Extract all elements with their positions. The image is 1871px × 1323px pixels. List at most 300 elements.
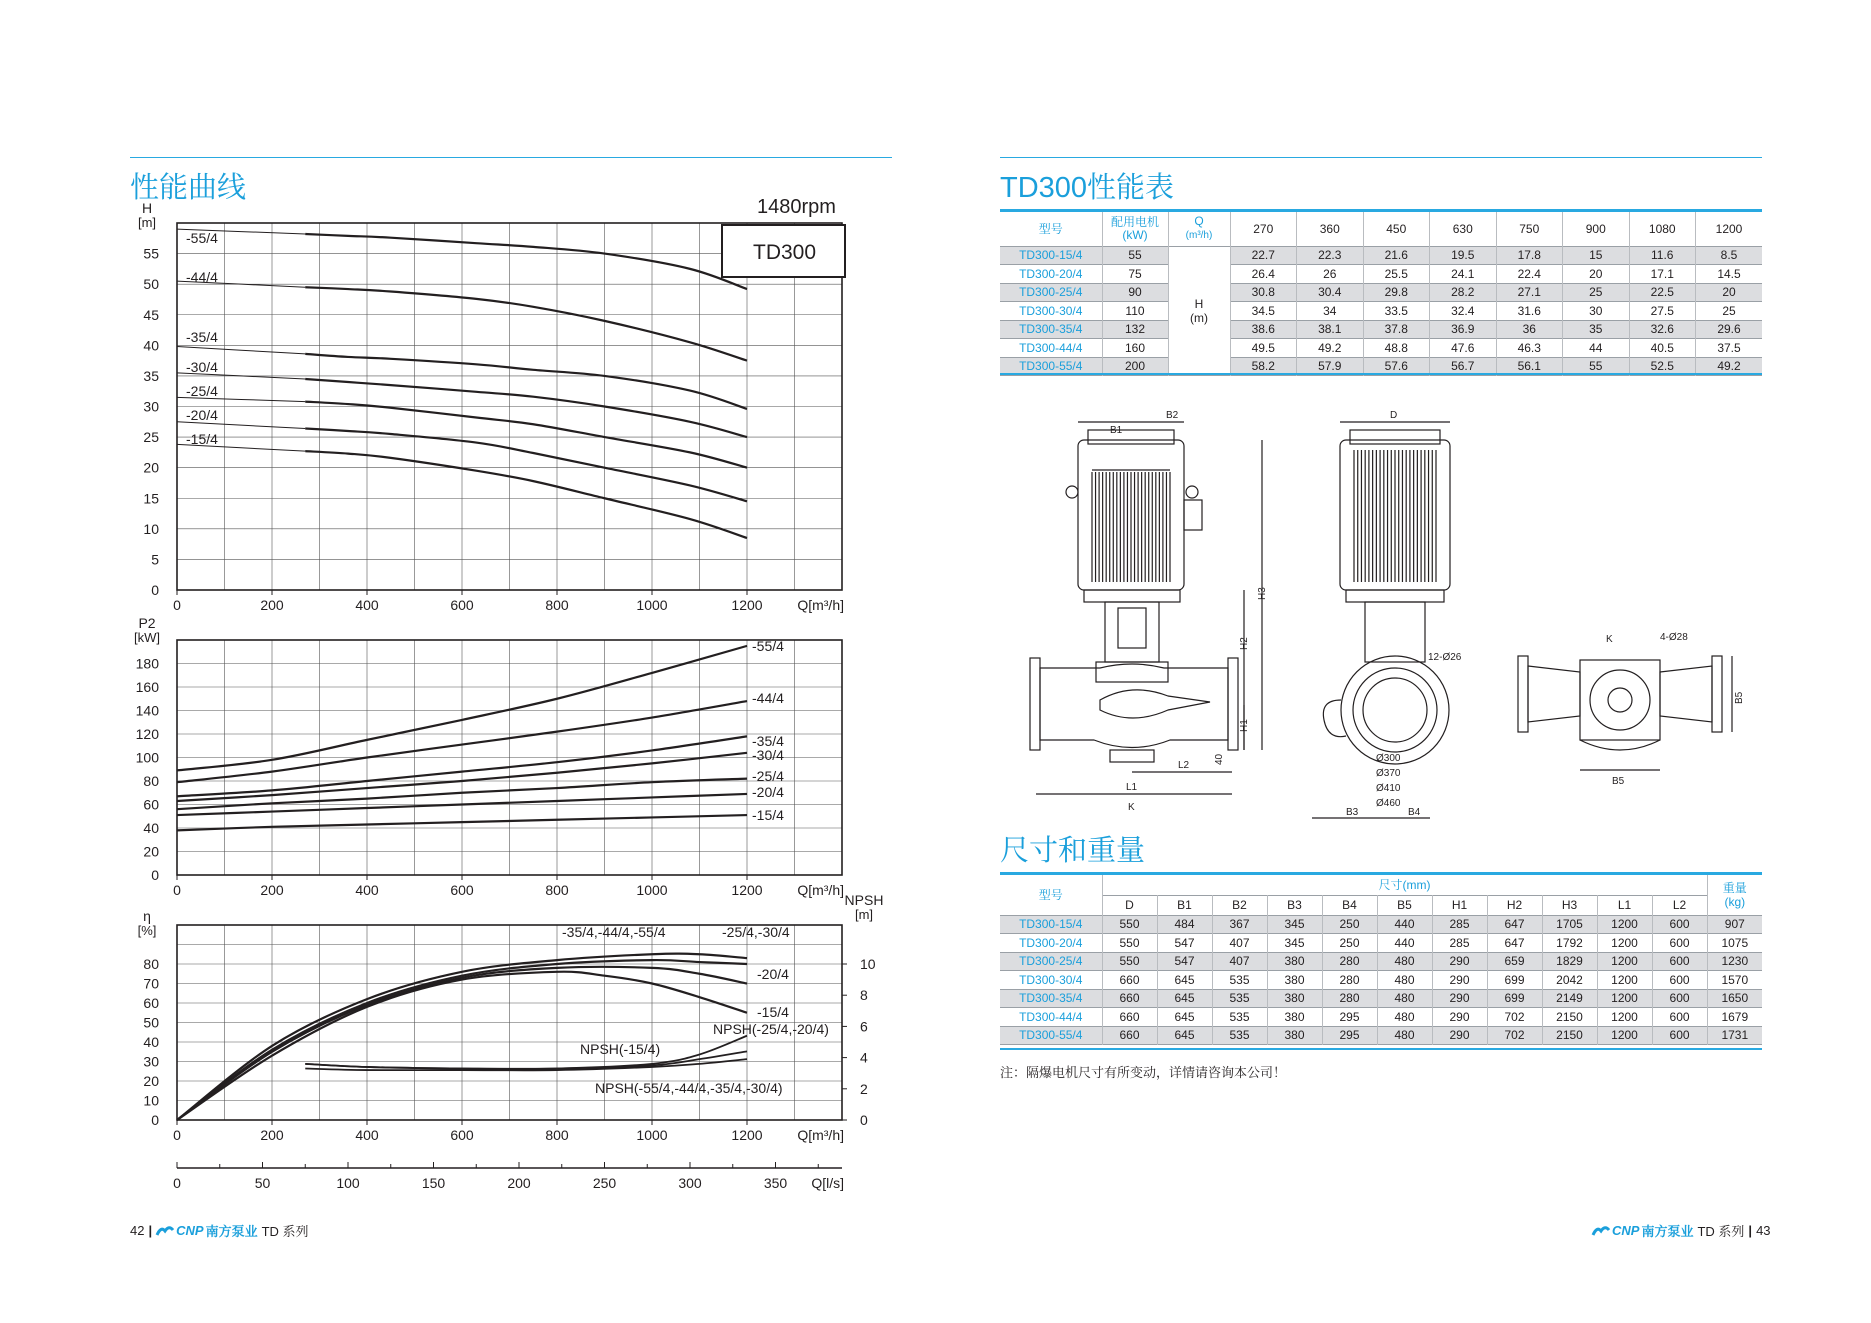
head-cell: 30 (1563, 302, 1630, 321)
model-cell: TD300-55/4 (1000, 1026, 1102, 1045)
col-flow: 750 (1496, 212, 1563, 246)
performance-charts (0, 0, 900, 1191)
cnp-logo-icon (156, 1224, 174, 1238)
dim-cell: 290 (1432, 971, 1487, 990)
dim-cell: 699 (1487, 971, 1542, 990)
head-cell: 38.6 (1230, 320, 1297, 339)
dim-cell: 285 (1432, 915, 1487, 934)
dim-cell: 480 (1377, 1026, 1432, 1045)
label-b2: B2 (1166, 410, 1179, 421)
model-cell: TD300-15/4 (1000, 246, 1102, 265)
inlet-bore (1363, 678, 1427, 742)
right-header-rule (1000, 157, 1762, 158)
dims-col: B3 (1267, 895, 1322, 915)
x2-axis-label: Q[l/s] (811, 1175, 844, 1191)
y-right-tick-label: 4 (860, 1049, 868, 1066)
dim-cell: 295 (1322, 1008, 1377, 1027)
y-tick-label: 40 (143, 1034, 159, 1050)
x2-tick-label: 200 (507, 1175, 531, 1191)
series-line (305, 402, 747, 468)
head-cell: 11.6 (1629, 246, 1696, 265)
dims-row (1000, 952, 1762, 971)
dim-cell: 645 (1157, 1026, 1212, 1045)
head-cell: 55 (1563, 357, 1630, 376)
x-tick-label: 0 (173, 597, 181, 613)
y-axis-label: P2 (138, 615, 156, 631)
head-cell: 49.2 (1696, 357, 1763, 376)
series-label: -30/4 (752, 747, 784, 763)
head-cell: 27.1 (1496, 283, 1563, 302)
col-motor (1102, 212, 1168, 246)
dim-cell: 407 (1212, 952, 1267, 971)
x-tick-label: 400 (355, 597, 379, 613)
x-tick-label: 400 (355, 1127, 379, 1143)
plan-flange-circle (1590, 670, 1650, 730)
pump-cover (1096, 662, 1168, 682)
plan-inlet-flange (1518, 656, 1528, 732)
head-cell: 27.5 (1629, 302, 1696, 321)
x-tick-label: 800 (545, 882, 569, 898)
dim-cell: 600 (1652, 971, 1707, 990)
dim-cell: 600 (1652, 989, 1707, 1008)
dim-cell: 290 (1432, 1026, 1487, 1045)
terminal-box (1184, 500, 1202, 530)
head-cell: 31.6 (1496, 302, 1563, 321)
y-tick-label: 50 (143, 1014, 159, 1031)
dims-row (1000, 1008, 1762, 1027)
y-tick-label: 20 (143, 1073, 159, 1089)
x-tick-label: 1200 (731, 882, 763, 898)
model-cell: TD300-25/4 (1000, 952, 1102, 971)
front-view-drawing (1312, 410, 1462, 818)
series-label: -35/4,-44/4,-55/4 (562, 924, 666, 940)
head-cell: 33.5 (1363, 302, 1430, 321)
series-label: -15/4 (752, 807, 784, 823)
dim-cell: 702 (1487, 1008, 1542, 1027)
dims-table-bottom-rule (1000, 1048, 1762, 1050)
dims-row (1000, 915, 1762, 934)
perf-row (1000, 283, 1762, 302)
series-line (305, 429, 747, 502)
y-tick-label: 20 (143, 459, 159, 476)
cnp-logo (156, 1221, 257, 1240)
lift-eye-left (1066, 486, 1078, 498)
x-tick-label: 1200 (731, 597, 763, 613)
dim-cell: 547 (1157, 952, 1212, 971)
label-k: K (1128, 802, 1135, 813)
head-cell: 19.5 (1430, 246, 1497, 265)
head-cell: 24.1 (1430, 265, 1497, 284)
head-cell: 25.5 (1363, 265, 1430, 284)
cnp-logo-icon (1592, 1224, 1610, 1238)
dim-cell: 480 (1377, 1008, 1432, 1027)
series-label: -44/4 (752, 690, 784, 706)
dim-cell: 484 (1157, 915, 1212, 934)
motor-cell: 55 (1102, 246, 1168, 265)
dim-cell: 535 (1212, 1026, 1267, 1045)
x2-tick-label: 350 (763, 1175, 788, 1191)
weight-cell: 1679 (1707, 1008, 1762, 1027)
head-cell: 34 (1297, 302, 1364, 321)
label-d: D (1390, 410, 1398, 421)
weight-cell: 1570 (1707, 971, 1762, 990)
dim-cell: 250 (1322, 934, 1377, 953)
col-flow: 450 (1363, 212, 1430, 246)
y-axis-unit: [m] (137, 215, 157, 230)
model-box-label: TD300 (753, 241, 817, 264)
dim-cell: 550 (1102, 934, 1157, 953)
x2-tick-label: 150 (421, 1175, 446, 1191)
plan-body (1580, 660, 1660, 740)
head-cell: 8.5 (1696, 246, 1763, 265)
dim-cell: 702 (1487, 1026, 1542, 1045)
dim-cell: 547 (1157, 934, 1212, 953)
series-label: -44/4 (186, 269, 218, 285)
series-line (305, 354, 747, 409)
flange-ring (1353, 668, 1437, 752)
dim-cell: 647 (1487, 915, 1542, 934)
y-tick-label: 180 (135, 655, 159, 672)
label-d460: Ø460 (1376, 798, 1401, 809)
head-cell: 40.5 (1629, 339, 1696, 358)
y-tick-label: 0 (151, 867, 159, 883)
dim-cell: 2149 (1542, 989, 1597, 1008)
head-cell: 17.8 (1496, 246, 1563, 265)
head-cell: 15 (1563, 246, 1630, 265)
label-d300: Ø300 (1376, 753, 1401, 764)
dim-cell: 440 (1377, 934, 1432, 953)
rpm-label: 1480rpm (757, 196, 836, 218)
logo-text-cn: 南方泵业 (1641, 1224, 1694, 1239)
label-d370: Ø370 (1376, 768, 1401, 779)
dimensions-table-body (1000, 915, 1762, 1045)
dims-col: H1 (1432, 895, 1487, 915)
perf-row (1000, 265, 1762, 284)
plan-base (1580, 740, 1660, 750)
x-tick-label: 1000 (636, 882, 668, 898)
y-tick-label: 20 (143, 843, 159, 860)
pump-foot (1110, 750, 1154, 762)
y-tick-label: 50 (143, 276, 159, 293)
col-motor-unit: (kW) (1122, 227, 1148, 242)
model-cell: TD300-44/4 (1019, 1009, 1083, 1024)
dim-cell: 660 (1102, 1008, 1157, 1027)
col-flow: 1080 (1629, 212, 1696, 246)
col-motor-label: 配用电机 (1110, 214, 1159, 229)
head-cell: 57.6 (1363, 357, 1430, 376)
curve-section-title: 性能曲线 (130, 172, 247, 204)
model-cell: TD300-30/4 (1019, 303, 1083, 318)
y-tick-label: 120 (135, 726, 159, 742)
x-tick-label: 600 (450, 1127, 474, 1143)
dims-col: B2 (1212, 895, 1267, 915)
plan-inlet-pipe (1528, 666, 1580, 722)
dim-cell: 380 (1267, 1026, 1322, 1045)
series-label: -55/4 (186, 230, 218, 246)
label-k-plan: K (1606, 634, 1613, 645)
x-axis-label: Q[m³/h] (797, 597, 844, 613)
head-cell: 28.2 (1430, 283, 1497, 302)
series-label: TD 系列 (1697, 1224, 1745, 1239)
head-cell: 56.7 (1430, 357, 1497, 376)
head-cell: 20 (1696, 283, 1763, 302)
dims-col: H2 (1487, 895, 1542, 915)
dim-cell: 645 (1157, 1008, 1212, 1027)
head-cell: 29.6 (1696, 320, 1763, 339)
y-tick-label: 15 (143, 490, 159, 507)
y-right-tick-label: 10 (860, 956, 876, 972)
perf-table-title: TD300性能表 (1000, 172, 1175, 204)
label-holes-12: 12-Ø26 (1428, 652, 1462, 663)
coupling-frame-front (1365, 602, 1425, 662)
dim-cell: 600 (1652, 1008, 1707, 1027)
plan-outlet-flange (1712, 656, 1722, 732)
dim-cell: 659 (1487, 952, 1542, 971)
dim-cell: 699 (1487, 989, 1542, 1008)
series-label: -35/4 (186, 329, 218, 345)
motor-cell: 90 (1102, 283, 1168, 302)
y-axis-unit: [kW] (134, 630, 160, 645)
dim-cell: 345 (1267, 915, 1322, 934)
dim-cell: 2042 (1542, 971, 1597, 990)
x-tick-label: 200 (260, 1127, 284, 1143)
lift-eye-right (1186, 486, 1198, 498)
head-cell: 36 (1496, 320, 1563, 339)
head-cell: 52.5 (1629, 357, 1696, 376)
y-right-tick-label: 6 (860, 1018, 868, 1035)
motor-fan-cover (1088, 430, 1174, 444)
dims-row (1000, 989, 1762, 1008)
col-model: 型号 (1038, 222, 1063, 237)
motor-cell: 200 (1102, 357, 1168, 376)
model-cell: TD300-44/4 (1019, 340, 1083, 355)
motor-fins (1092, 472, 1170, 582)
x-axis-label: Q[m³/h] (797, 882, 844, 898)
logo-text: CNP (176, 1223, 204, 1238)
y-tick-label: 35 (143, 367, 159, 384)
head-cell: 32.4 (1430, 302, 1497, 321)
label-b3: B3 (1346, 807, 1359, 818)
h-unit: (m) (1190, 310, 1208, 325)
y-right-axis-unit: [m] (854, 907, 874, 922)
x-tick-label: 600 (450, 597, 474, 613)
head-cell: 22.7 (1230, 246, 1297, 265)
head-cell: 37.8 (1363, 320, 1430, 339)
dims-col: B4 (1322, 895, 1377, 915)
label-h3: H3 (1257, 587, 1268, 600)
pump-volute (1341, 656, 1449, 764)
y-tick-label: 70 (143, 975, 159, 992)
model-cell: TD300-35/4 (1000, 989, 1102, 1008)
dim-cell: 1200 (1597, 1026, 1652, 1045)
motor-fan-cover-front (1350, 430, 1440, 444)
weight-cell: 1075 (1707, 934, 1762, 953)
x-tick-label: 800 (545, 597, 569, 613)
head-cell: 25 (1563, 283, 1630, 302)
side-view-drawing (1030, 410, 1268, 813)
y-tick-label: 40 (143, 337, 159, 354)
series-label: NPSH(-55/4,-44/4,-35/4,-30/4) (595, 1080, 783, 1096)
head-cell: 22.4 (1496, 265, 1563, 284)
head-cell: 57.9 (1297, 357, 1364, 376)
dims-col: L1 (1597, 895, 1652, 915)
perf-row (1000, 302, 1762, 321)
head-cell: 25 (1696, 302, 1763, 321)
left-page-number: 42 (130, 1223, 145, 1238)
dim-cell: 600 (1652, 952, 1707, 971)
head-cell: 26 (1297, 265, 1364, 284)
dim-cell: 600 (1652, 1026, 1707, 1045)
dimensions-table (1000, 875, 1762, 1045)
coupling (1118, 608, 1146, 648)
series-line (305, 1036, 747, 1069)
series-label: TD 系列 (261, 1224, 309, 1239)
head-cell: 35 (1563, 320, 1630, 339)
series-label: -15/4 (757, 1004, 789, 1020)
x2-tick-label: 0 (173, 1175, 181, 1191)
series-label: -20/4 (752, 784, 784, 800)
label-b5-side: B5 (1734, 691, 1745, 704)
motor-fins-front (1354, 450, 1436, 582)
dim-cell: 660 (1102, 971, 1157, 990)
dim-cell: 550 (1102, 915, 1157, 934)
dims-col: B1 (1157, 895, 1212, 915)
dim-cell: 535 (1212, 1008, 1267, 1027)
dim-cell: 647 (1487, 934, 1542, 953)
h-label: H (1194, 296, 1204, 311)
label-l1: L1 (1126, 782, 1138, 793)
dim-cell: 280 (1322, 952, 1377, 971)
model-cell: TD300-35/4 (1000, 320, 1102, 339)
dim-cell: 2150 (1542, 1026, 1597, 1045)
model-cell: TD300-20/4 (1019, 266, 1083, 281)
dim-cell: 645 (1157, 989, 1212, 1008)
label-40: 40 (1214, 753, 1225, 765)
right-footer (1592, 1221, 1771, 1240)
dims-col-weight-unit: (kg) (1724, 894, 1746, 909)
perf-table-bottom-rule (1000, 373, 1762, 375)
motor-base-front (1346, 590, 1444, 602)
head-cell: 14.5 (1696, 265, 1763, 284)
dim-cell: 380 (1267, 989, 1322, 1008)
series-label: NPSH(-15/4) (580, 1041, 661, 1057)
footnote: 注：隔爆电机尺寸有所变动，详情请咨询本公司！ (1000, 1065, 1287, 1080)
dim-cell: 535 (1212, 989, 1267, 1008)
footer-separator: | (1748, 1223, 1753, 1238)
y-tick-label: 40 (143, 820, 159, 836)
series-label: NPSH(-25/4,-20/4) (713, 1021, 829, 1037)
series-label: -25/4 (186, 383, 218, 399)
series-label: -25/4 (752, 768, 784, 784)
y-tick-label: 0 (151, 1112, 159, 1128)
efficiency-chart (138, 892, 884, 1191)
y-right-axis-label: NPSH (844, 892, 884, 908)
dims-row (1000, 1026, 1762, 1045)
y-tick-label: 5 (151, 551, 159, 568)
x-tick-label: 0 (173, 882, 181, 898)
performance-table-body (1000, 246, 1762, 376)
label-h1: H1 (1239, 719, 1250, 732)
head-cell: 38.1 (1297, 320, 1364, 339)
head-cell: 49.2 (1297, 339, 1364, 358)
y-axis-unit: [%] (137, 923, 157, 938)
dim-cell: 535 (1212, 971, 1267, 990)
y-tick-label: 60 (143, 995, 159, 1011)
col-flow: 1200 (1696, 212, 1763, 246)
label-b1: B1 (1110, 425, 1123, 436)
dim-cell: 1200 (1597, 1008, 1652, 1027)
logo-text: CNP (1612, 1223, 1640, 1238)
label-h2: H2 (1239, 637, 1250, 650)
y-right-tick-label: 0 (860, 1112, 868, 1128)
coupling-frame (1105, 602, 1159, 662)
series-line-extension (177, 347, 305, 354)
logo-text-cn: 南方泵业 (205, 1224, 258, 1239)
x2-tick-label: 300 (678, 1175, 702, 1191)
dims-row (1000, 971, 1762, 990)
series-label: -15/4 (186, 431, 218, 447)
motor-cell: 75 (1102, 265, 1168, 284)
head-cell: 44 (1563, 339, 1630, 358)
y-tick-label: 140 (135, 702, 159, 719)
right-page-number: 43 (1756, 1223, 1771, 1238)
dim-cell: 290 (1432, 952, 1487, 971)
x2-tick-label: 50 (254, 1175, 271, 1191)
dim-cell: 280 (1322, 971, 1377, 990)
head-cell: 26.4 (1230, 265, 1297, 284)
dims-col-model: 型号 (1038, 888, 1063, 903)
series-label: -55/4 (752, 638, 784, 654)
head-cell: 58.2 (1230, 357, 1297, 376)
dim-cell: 290 (1432, 1008, 1487, 1027)
dim-cell: 645 (1157, 971, 1212, 990)
dim-cell: 345 (1267, 934, 1322, 953)
series-line (305, 234, 747, 289)
dim-cell: 280 (1322, 989, 1377, 1008)
x-tick-label: 200 (260, 597, 284, 613)
perf-row (1000, 246, 1762, 265)
dim-cell: 380 (1267, 1008, 1322, 1027)
dim-cell: 1200 (1597, 971, 1652, 990)
col-flow: 900 (1563, 212, 1630, 246)
dim-cell: 600 (1652, 934, 1707, 953)
col-flow: 270 (1230, 212, 1297, 246)
col-q (1168, 212, 1230, 246)
weight-cell: 1731 (1707, 1026, 1762, 1045)
power-chart (134, 615, 844, 898)
footer-separator: | (148, 1223, 153, 1238)
label-l2: L2 (1178, 760, 1190, 771)
dim-cell: 550 (1102, 952, 1157, 971)
dim-cell: 480 (1377, 952, 1432, 971)
x-tick-label: 0 (173, 1127, 181, 1143)
plan-outlet-pipe (1660, 666, 1712, 722)
left-footer (130, 1221, 309, 1240)
dim-cell: 367 (1212, 915, 1267, 934)
head-cell: 20 (1563, 265, 1630, 284)
dim-cell: 285 (1432, 934, 1487, 953)
y-tick-label: 10 (143, 520, 159, 537)
series-line (305, 451, 747, 538)
series-label: -25/4,-30/4 (722, 924, 790, 940)
dims-col-weight (1707, 875, 1762, 915)
head-cell: 22.3 (1297, 246, 1364, 265)
dim-cell: 660 (1102, 989, 1157, 1008)
head-cell: 36.9 (1430, 320, 1497, 339)
dims-col-weight-label: 重量 (1722, 880, 1747, 895)
x2-tick-label: 250 (592, 1175, 617, 1191)
head-cell: 30.4 (1297, 283, 1364, 302)
